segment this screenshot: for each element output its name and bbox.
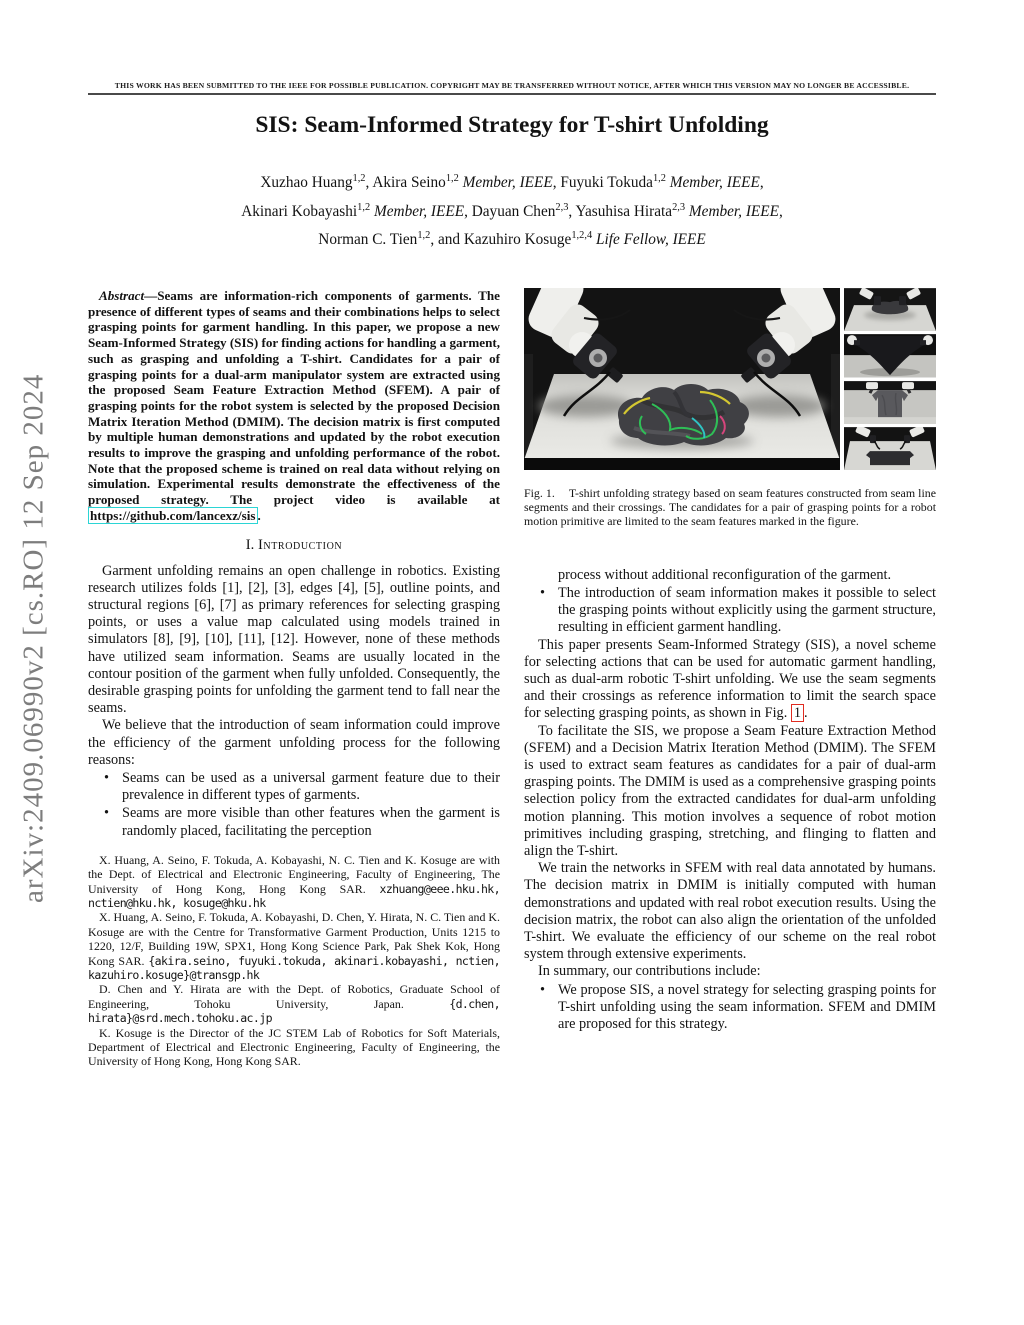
figure-1-subpanel-stretch <box>844 334 936 377</box>
figure-1-main-photo <box>524 288 840 470</box>
right-column <box>524 288 936 1069</box>
author-line-2: Akinari Kobayashi$^{1,2}$ Member, IEEE, Dayuan Chen$^{2,3}$, Yasuhisa Hirata$^{2,3}$ Member, IEEE, <box>241 201 783 220</box>
footnote-block <box>88 853 500 1069</box>
intro-bullet-1: • Seams can be used as a universal garment feature due to their prevalence in different types of garments. <box>88 770 500 804</box>
submission-notice: THIS WORK HAS BEEN SUBMITTED TO THE IEEE FOR POSSIBLE PUBLICATION. COPYRIGHT MAY BE TRANSFERRED WITHOUT NOTICE, AFTER WHICH THIS VERSION MAY NO LONGER BE ACCESSIBLE. <box>114 81 910 90</box>
figure-1-caption-text: T-shirt unfolding strategy based on seam features constructed from seam line segments and their crossings. The candidates for a pair of grasping points for a robot motion primitive are limited to the seam features marked in the figure. <box>524 486 936 528</box>
figure-1-sequence-strip <box>844 288 936 470</box>
figure-1-subpanel-grasp <box>844 288 936 331</box>
bullet-continuation: process without additional reconfiguration of the garment. <box>558 566 892 583</box>
author-line-1: Xuzhao Huang$^{1,2}$, Akira Seino$^{1,2}$ Member, IEEE, Fuyuki Tokuda$^{1,2}$ Member, IEEE, <box>260 173 764 192</box>
section-number: I. <box>245 536 255 553</box>
footnote-2: X. Huang, A. Seino, F. Tokuda, A. Kobayashi, D. Chen, Y. Hirata, N. C. Tien and K. Kosuge are with the Centre for Transformative Garment Production, Units 1215 to 1220, 12/F, Building 19W, SPX1, Hong Kong Science Park, Pak Shek Kok, Hong Kong SAR. {akira.seino, fuyuki.tokuda, akinari.kobayashi, nctien, kazuhiro.kosuge}@transgp.hk <box>88 910 500 983</box>
paragraph-sis: This paper presents Seam-Informed Strategy (SIS), a novel scheme for selecting actions that can be used for automatic garment handling, such as dual-arm robotic T-shirt unfolding. We use the seam segments and their crossings as reference information to limit the search space for selecting grasping points, as shown in Fig. 1 . <box>524 636 936 722</box>
right-column-text <box>524 567 936 1033</box>
arxiv-watermark: arXiv:2409.06990v2 [cs.RO] 12 Sep 2024 <box>17 373 50 903</box>
introduction-text <box>88 563 500 769</box>
two-column-body <box>88 288 936 1069</box>
figure-1-subpanel-hang <box>844 381 936 424</box>
author-block <box>0 167 1024 253</box>
figure-1-label: Fig. 1. <box>524 486 555 500</box>
footnote-1: X. Huang, A. Seino, F. Tokuda, A. Kobayashi, N. C. Tien and K. Kosuge are with the Dept. of Electrical and Electronic Engineering, Faculty of Engineering, The University of Hong Kong, Hong Kong SAR. xzhuang@eee.hku.hk, nctien@hku.hk, kosuge@hku.hk <box>88 852 500 911</box>
abstract-paragraph: Abstract—Seams are information-rich components of garments. The presence of different types of seams and their combinations helps to select grasping points for garment handling. In this paper, we propose a new Seam-Informed Strategy (SIS) for finding actions for handling a garment, such as grasping and unfolding a T-shirt. Candidates for a pair of grasping points for a dual-arm manipulator system are extracted using the proposed Seam Feature Extraction Method (SFEM). A pair of grasping points for the robot system is selected by the proposed Decision Matrix Iteration Method (DMIM). The decision matrix is first computed by multiple human demonstrations and updated by the robot execution results to improve the grasping and unfolding performance of the robot. Note that the proposed scheme is trained on real data without relying on simulation. Experimental results demonstrate the effectiveness of the proposed strategy. The project video is available at https://github.com/lancexz/sis . <box>88 288 500 523</box>
paper-title: SIS: Seam-Informed Strategy for T-shirt Unfolding <box>255 112 769 138</box>
intro-bullet-3: • The introduction of seam information makes it possible to select the grasping points without explicitly using the garment structure, resulting in efficient garment handling. <box>524 585 936 637</box>
footnote-3: D. Chen and Y. Hirata are with the Dept. of Robotics, Graduate School of Engineering, Tohoku University, Japan. {d.chen, hirata}@srd.mech.tohoku.ac.jp <box>88 982 500 1026</box>
figure-1-reference[interactable]: 1 <box>791 704 804 722</box>
paragraph-summary: In summary, our contributions include: <box>538 963 761 980</box>
footnote-4: K. Kosuge is the Director of the JC STEM Lab of Robotics for Soft Materials, Department of Electrical and Electronic Engineering, Faculty of Engineering, the University of Hong Kong, Hong Kong SAR. <box>88 1025 500 1069</box>
figure-1-image <box>524 288 936 470</box>
figure-1-subpanel-flat <box>844 427 936 470</box>
header-rule <box>88 93 936 95</box>
contribution-bullet-1: • We propose SIS, a novel strategy for selecting grasping points for T-shirt unfolding using the seam information. SFEM and DMIM are proposed for this strategy. <box>524 982 936 1034</box>
section-heading-introduction <box>88 537 500 554</box>
left-column <box>88 288 500 1069</box>
intro-bullet-2: • Seams are more visible than other features when the garment is randomly placed, facilitating the perception <box>88 805 500 839</box>
section-title: Introduction <box>257 536 343 553</box>
author-line-3: Norman C. Tien$^{1,2}$, and Kazuhiro Kosuge$^{1,2,4}$ Life Fellow, IEEE <box>318 230 706 249</box>
github-link[interactable]: https://github.com/lancexz/sis <box>90 507 256 523</box>
paragraph-sfem-dmim: To facilitate the SIS, we propose a Seam Feature Extraction Method (SFEM) and a Decision Matrix Iteration Method (DMIM). The SFEM is used to extract seam features as candidates for a pair of dual-arm grasping points. The DMIM is used as a comprehensive grasping points selection policy from the extracted candidates for dual-arm unfolding motion planning. This motion involves a sequence of robot motion primitives including grasping, stretching, and flinging to flatten and align the T-shirt. <box>524 722 936 859</box>
intro-paragraph-2: We believe that the introduction of seam information could improve the efficiency of the garment unfolding process for the following reasons: <box>88 717 500 768</box>
figure-1-caption <box>524 487 936 529</box>
paragraph-training: We train the networks in SFEM with real data annotated by humans. The decision matrix in DMIM is initially computed with human demonstrations and updated with real robot execution results. Using the decision matrix, the robot can also align the orientation of the unfolded T-shirt. We evaluate the efficiency of our scheme on the real robot system through extensive experiments. <box>524 860 936 963</box>
intro-paragraph-1: Garment unfolding remains an open challenge in robotics. Existing research utilizes folds [1], [2], [3], edges [4], [5], outline points, and structural regions [6], [7] as primary references for selecting grasping points, or uses a value map calculated using models trained in simulators [8], [9], [10], [11], [12]. However, none of these methods have utilized seam information. Seams are usually located in the contour position of the garment when fully unfolded. Consequently, the desirable grasping points for unfolding the garment tend to fall near the seams. <box>88 562 500 717</box>
